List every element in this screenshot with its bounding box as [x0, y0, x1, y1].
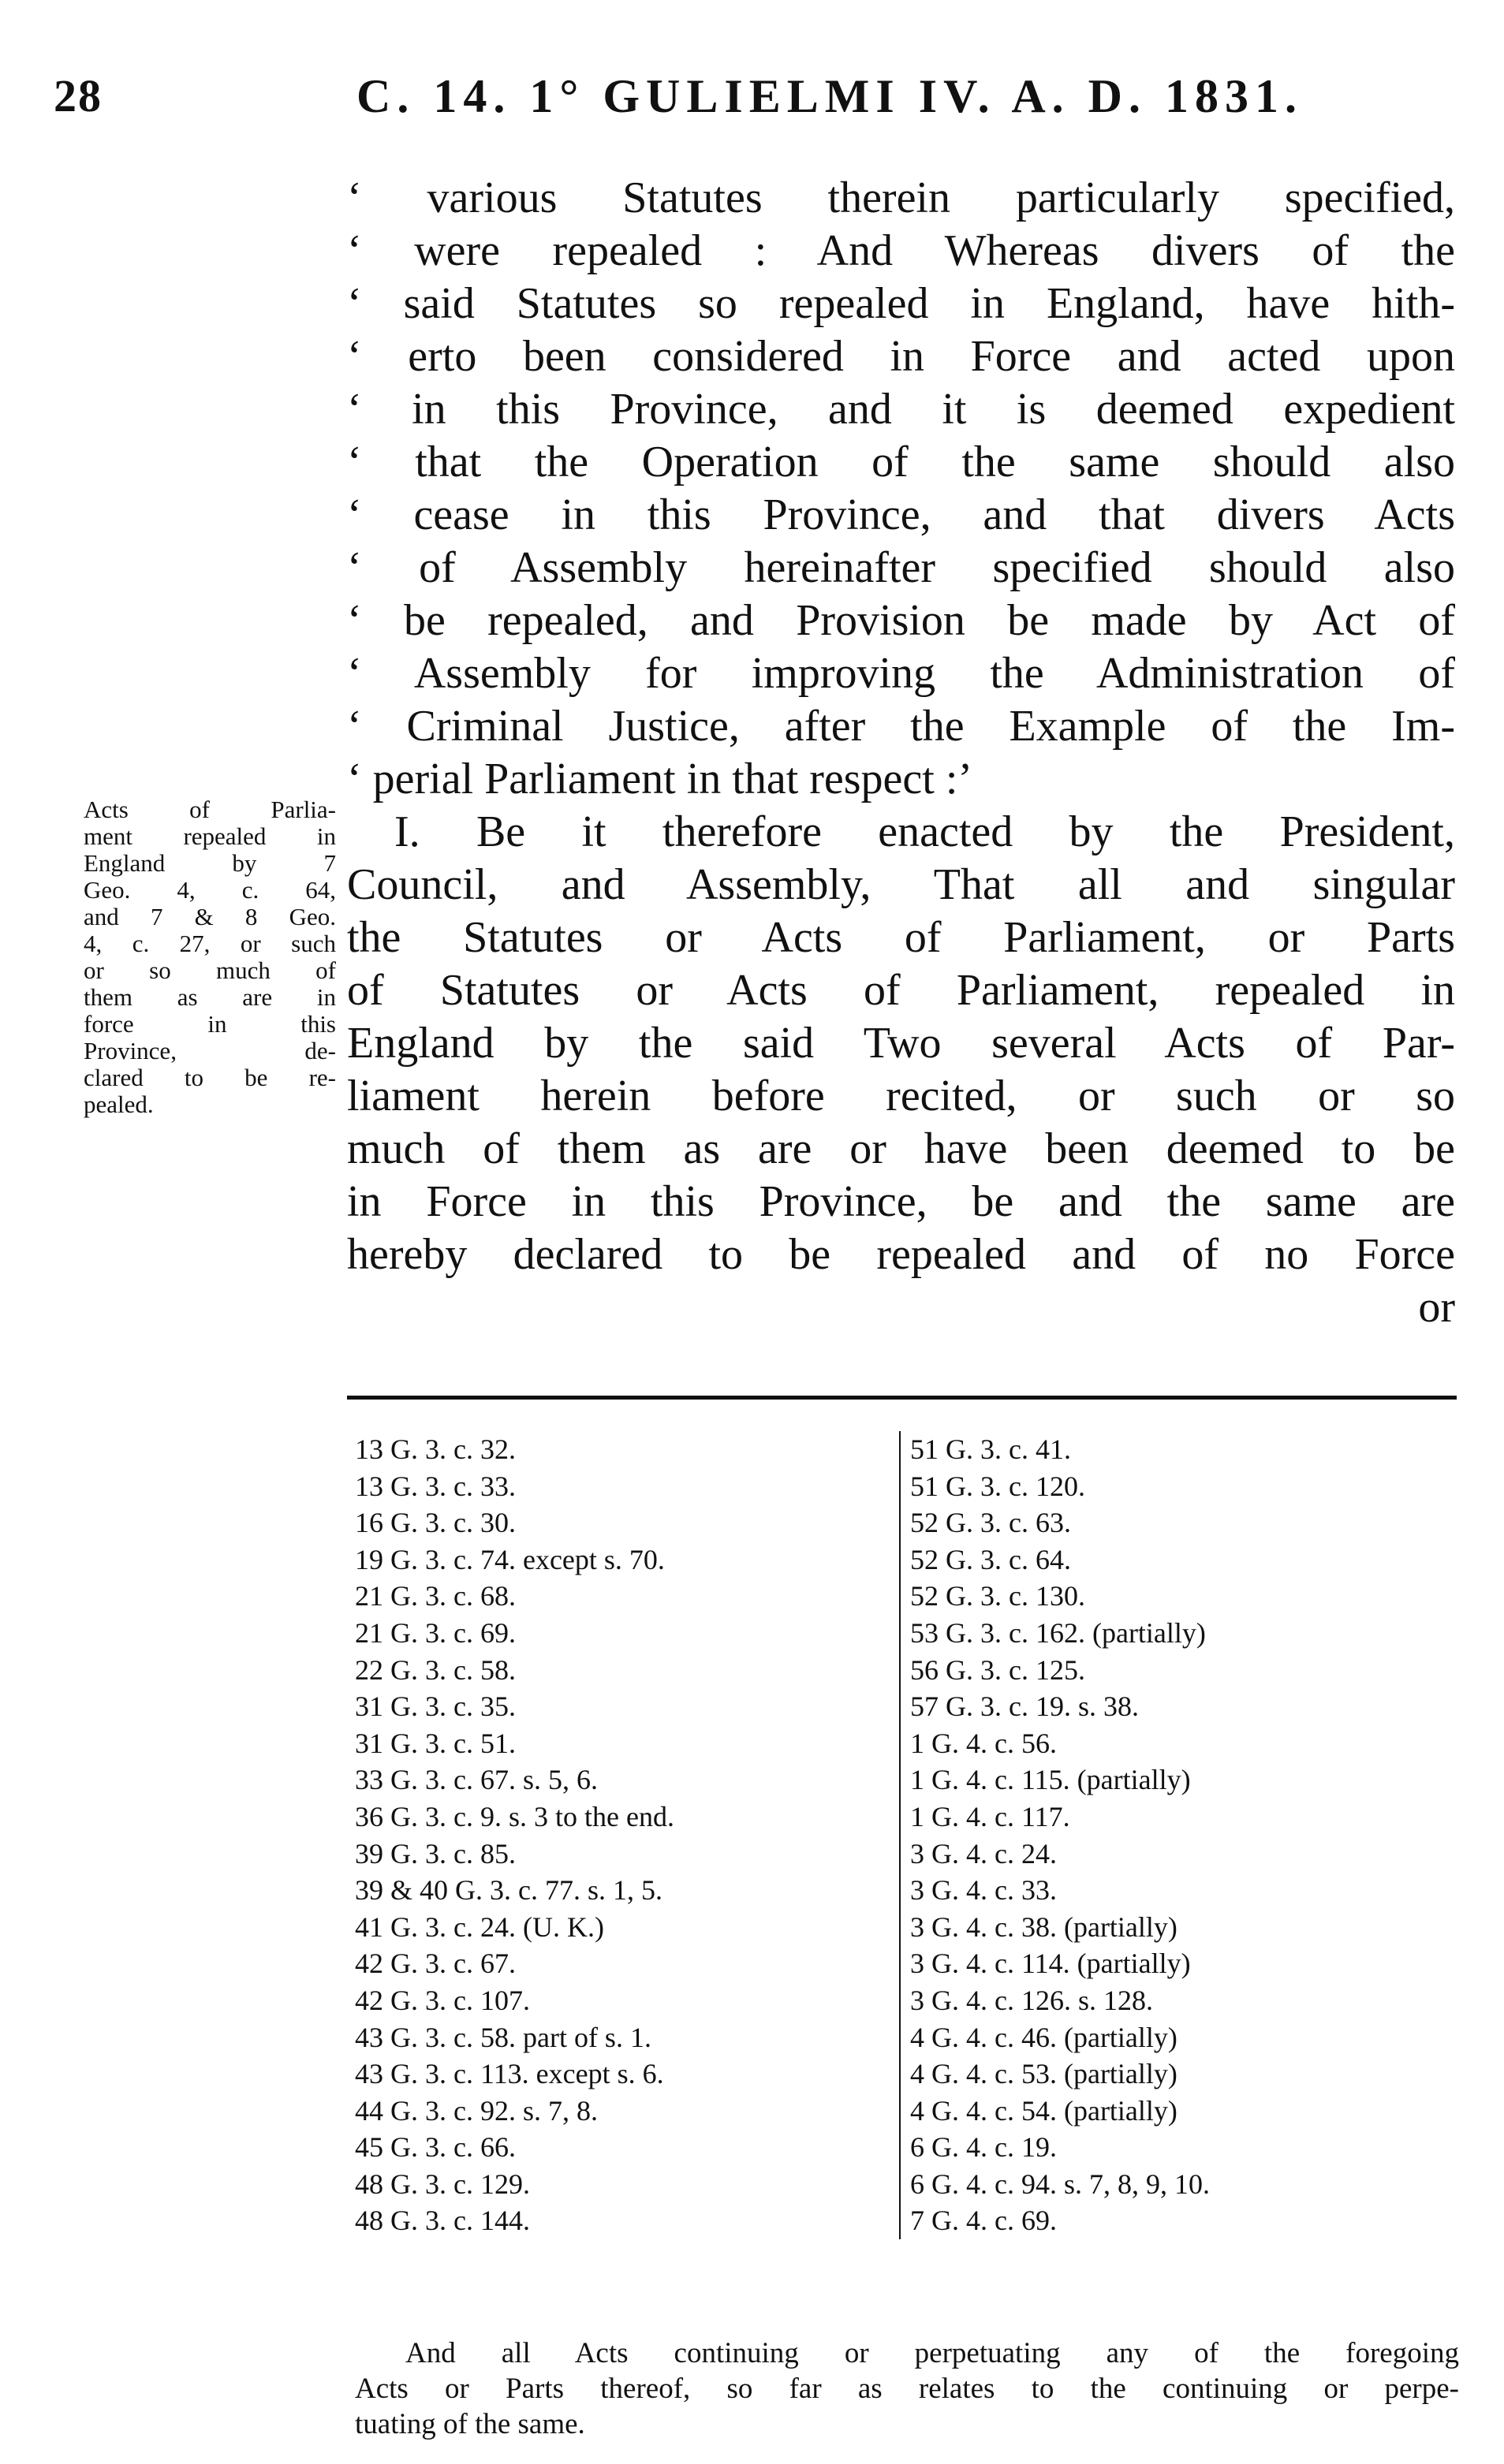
note-line: pealed.: [84, 1091, 154, 1118]
schedule-entry: 16 G. 3. c. 30.: [355, 1507, 516, 1539]
schedule-entry: 42 G. 3. c. 67.: [355, 1948, 516, 1980]
schedule-entry: 39 G. 3. c. 85.: [355, 1837, 516, 1869]
schedule-entry: 52 G. 3. c. 64.: [910, 1543, 1071, 1575]
schedule-entry: 43 G. 3. c. 58. part of s. 1.: [355, 2021, 651, 2053]
schedule-entry: 51 G. 3. c. 41.: [910, 1433, 1071, 1465]
section-heading-line: I. Be it therefore enacted by the President,: [394, 807, 1455, 856]
body-line: ‘ said Statutes so repealed in England, have hith-: [347, 279, 1455, 328]
schedule-entry: 21 G. 3. c. 69.: [355, 1616, 516, 1649]
schedule-entry: 36 G. 3. c. 9. s. 3 to the end.: [355, 1800, 674, 1832]
note-line: or so much of: [84, 957, 336, 984]
body-text: [347, 172, 1455, 1334]
schedule-entry: 6 G. 4. c. 94. s. 7, 8, 9, 10.: [910, 2168, 1210, 2200]
schedule-entry: 1 G. 4. c. 115. (partially): [910, 1764, 1191, 1796]
schedule-entry: 3 G. 4. c. 38. (partially): [910, 1910, 1177, 1943]
note-line: Acts of Parlia-: [84, 796, 336, 823]
body-line: England by the said Two several Acts of Par-: [347, 1019, 1455, 1068]
note-line: Geo. 4, c. 64,: [84, 877, 336, 904]
body-line: ‘ Criminal Justice, after the Example of the Im-: [347, 702, 1455, 751]
body-line: ‘ Assembly for improving the Administration of: [347, 649, 1455, 698]
schedule-entry: 19 G. 3. c. 74. except s. 70.: [355, 1543, 665, 1575]
body-line: of Statutes or Acts of Parliament, repealed in: [347, 966, 1455, 1015]
body-line: ‘ be repealed, and Provision be made by Act of: [347, 596, 1455, 645]
note-line: ment repealed in: [84, 823, 336, 850]
catchword: or: [1418, 1283, 1455, 1332]
schedule-entry: 52 G. 3. c. 63.: [910, 1507, 1071, 1539]
schedule-entry: 13 G. 3. c. 33.: [355, 1470, 516, 1502]
statute-schedule: [355, 1431, 1459, 2464]
note-line: force in this: [84, 1011, 336, 1038]
schedule-entry: 51 G. 3. c. 120.: [910, 1470, 1085, 1502]
footnote-line: And all Acts continuing or perpetuating any of the foregoing: [405, 2337, 1459, 2369]
schedule-entry: 48 G. 3. c. 144.: [355, 2205, 530, 2237]
running-title: C. 14. 1° GULIELMI IV. A. D. 1831.: [356, 70, 1304, 122]
schedule-column-right: [899, 1431, 1459, 2239]
note-line: and 7 & 8 Geo.: [84, 904, 336, 930]
footnote-line: tuating of the same.: [355, 2408, 585, 2440]
schedule-entry: 4 G. 4. c. 54. (partially): [910, 2094, 1177, 2127]
page-header: [0, 69, 1504, 140]
body-line: ‘ of Assembly hereinafter specified should also: [347, 543, 1455, 592]
note-line: clared to be re-: [84, 1064, 336, 1091]
schedule-entry: 43 G. 3. c. 113. except s. 6.: [355, 2058, 664, 2090]
schedule-entry: 52 G. 3. c. 130.: [910, 1580, 1085, 1612]
schedule-entry: 57 G. 3. c. 19. s. 38.: [910, 1691, 1139, 1723]
schedule-entry: 4 G. 4. c. 46. (partially): [910, 2021, 1177, 2053]
schedule-entry: 33 G. 3. c. 67. s. 5, 6.: [355, 1764, 598, 1796]
schedule-entry: 42 G. 3. c. 107.: [355, 1984, 530, 2016]
body-line: ‘ that the Operation of the same should also: [347, 438, 1455, 486]
schedule-entry: 39 & 40 G. 3. c. 77. s. 1, 5.: [355, 1874, 662, 1907]
schedule-entry: 53 G. 3. c. 162. (partially): [910, 1616, 1206, 1649]
schedule-entry: 41 G. 3. c. 24. (U. K.): [355, 1910, 604, 1943]
body-line: the Statutes or Acts of Parliament, or Parts: [347, 913, 1455, 962]
schedule-entry: 13 G. 3. c. 32.: [355, 1433, 516, 1465]
body-line: ‘ erto been considered in Force and acted upon: [347, 332, 1455, 381]
footnote-line: Acts or Parts thereof, so far as relates to the continuing or perpe-: [355, 2373, 1459, 2405]
note-line: them as are in: [84, 984, 336, 1011]
schedule-column-left: [355, 1431, 891, 2239]
body-line: ‘ various Statutes therein particularly specified,: [347, 173, 1455, 222]
schedule-entry: 22 G. 3. c. 58.: [355, 1653, 516, 1686]
page-number: 28: [54, 70, 103, 121]
body-line: ‘ were repealed : And Whereas divers of the: [347, 226, 1455, 275]
marginal-note: [84, 796, 336, 1118]
schedule-entry: 3 G. 4. c. 33.: [910, 1874, 1057, 1907]
body-line: ‘ cease in this Province, and that divers Acts: [347, 490, 1455, 539]
schedule-entry: 1 G. 4. c. 117.: [910, 1800, 1070, 1832]
body-line: hereby declared to be repealed and of no Force: [347, 1230, 1455, 1279]
schedule-entry: 3 G. 4. c. 126. s. 128.: [910, 1984, 1153, 2016]
schedule-entry: 56 G. 3. c. 125.: [910, 1653, 1085, 1686]
schedule-entry: 31 G. 3. c. 35.: [355, 1691, 516, 1723]
schedule-footnote: [355, 2335, 1459, 2442]
schedule-entry: 44 G. 3. c. 92. s. 7, 8.: [355, 2094, 598, 2127]
body-line: liament herein before recited, or such or so: [347, 1072, 1455, 1120]
schedule-entry: 3 G. 4. c. 24.: [910, 1837, 1057, 1869]
body-line: ‘ in this Province, and it is deemed expedient: [347, 385, 1455, 434]
body-line: Council, and Assembly, That all and singular: [347, 860, 1455, 909]
schedule-entry: 3 G. 4. c. 114. (partially): [910, 1948, 1191, 1980]
schedule-entry: 21 G. 3. c. 68.: [355, 1580, 516, 1612]
body-line: ‘ perial Parliament in that respect :’: [347, 755, 973, 803]
schedule-entry: 4 G. 4. c. 53. (partially): [910, 2058, 1177, 2090]
note-line: 4, c. 27, or such: [84, 930, 336, 957]
schedule-entry: 31 G. 3. c. 51.: [355, 1727, 516, 1759]
schedule-entry: 1 G. 4. c. 56.: [910, 1727, 1057, 1759]
note-line: England by 7: [84, 850, 336, 877]
schedule-entry: 45 G. 3. c. 66.: [355, 2131, 516, 2164]
schedule-entry: 48 G. 3. c. 129.: [355, 2168, 530, 2200]
schedule-entry: 6 G. 4. c. 19.: [910, 2131, 1057, 2164]
note-line: Province, de-: [84, 1038, 336, 1064]
body-line: in Force in this Province, be and the same are: [347, 1177, 1455, 1226]
body-line: much of them as are or have been deemed to be: [347, 1124, 1455, 1173]
schedule-entry: 7 G. 4. c. 69.: [910, 2205, 1057, 2237]
horizontal-rule: [347, 1396, 1457, 1400]
